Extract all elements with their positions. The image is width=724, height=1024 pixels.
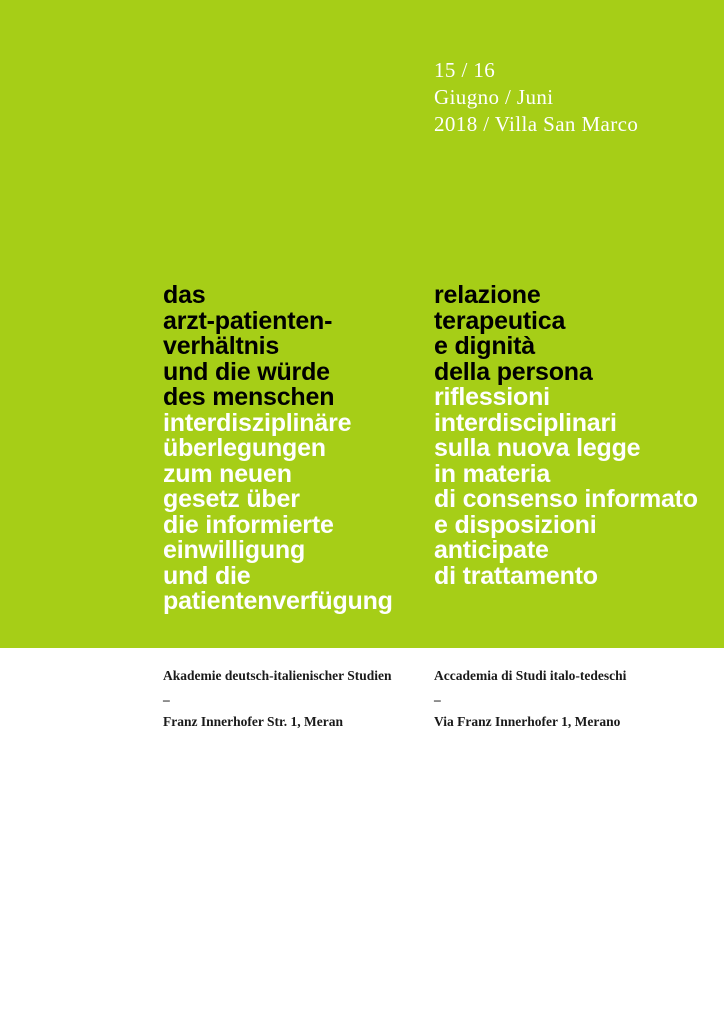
subtitle-it-line-7: anticipate (434, 536, 549, 564)
title-column-german (163, 283, 421, 615)
footer-address-it: Via Franz Innerhofer 1, Merano (434, 714, 621, 729)
subtitle-de-line-7: und die (163, 561, 251, 590)
title-de-bold-2: arzt-patienten- (163, 306, 333, 335)
subtitle-it-line-4: in materia (434, 459, 551, 488)
subtitle-it-line-1: riflessioni (434, 383, 550, 411)
event-date-block (434, 57, 638, 138)
title-de-bold-3: verhältnis (163, 332, 280, 360)
footer-address-de: Franz Innerhofer Str. 1, Meran (163, 714, 343, 729)
title-it-bold-1: relazione (434, 281, 541, 309)
subtitle-it-line-2: interdisciplinari (434, 408, 617, 437)
subtitle-de-line-6: einwilligung (163, 536, 306, 564)
title-de-bold-1: das (163, 281, 206, 309)
footer-separator-it: – (434, 692, 441, 707)
title-de-bold-5: des menschen (163, 383, 335, 411)
subtitle-it-line-8: di trattamento (434, 561, 598, 590)
subtitle-de-line-3: zum neuen (163, 459, 292, 488)
subtitle-it-line-6: e disposizioni (434, 510, 597, 539)
subtitle-de-line-4: gesetz über (163, 485, 300, 513)
subtitle-it-line-3: sulla nuova legge (434, 434, 641, 462)
title-it-bold-4: della persona (434, 357, 593, 386)
footer-institution-de: Akademie deutsch-italienischer Studien (163, 668, 392, 683)
event-date-line-1: 15 / 16 (434, 58, 496, 82)
subtitle-de-line-8: patientenverfügung (163, 587, 393, 615)
title-de-bold-4: und die würde (163, 357, 330, 386)
subtitle-de-line-1: interdisziplinäre (163, 408, 352, 437)
event-date-line-2: Giugno / Juni (434, 85, 554, 109)
title-it-bold-3: e dignità (434, 332, 535, 360)
subtitle-de-line-2: überlegungen (163, 434, 326, 462)
subtitle-it-line-5: di consenso informato (434, 485, 698, 513)
title-it-bold-2: terapeutica (434, 306, 566, 335)
footer-institution-it: Accademia di Studi italo-tedeschi (434, 668, 627, 683)
subtitle-de-line-5: die informierte (163, 510, 334, 539)
footer-separator-de: – (163, 692, 170, 707)
event-venue-line: 2018 / Villa San Marco (434, 112, 639, 136)
footer-column-italian (434, 668, 699, 730)
title-column-italian (434, 283, 702, 589)
footer-column-german (163, 668, 413, 730)
